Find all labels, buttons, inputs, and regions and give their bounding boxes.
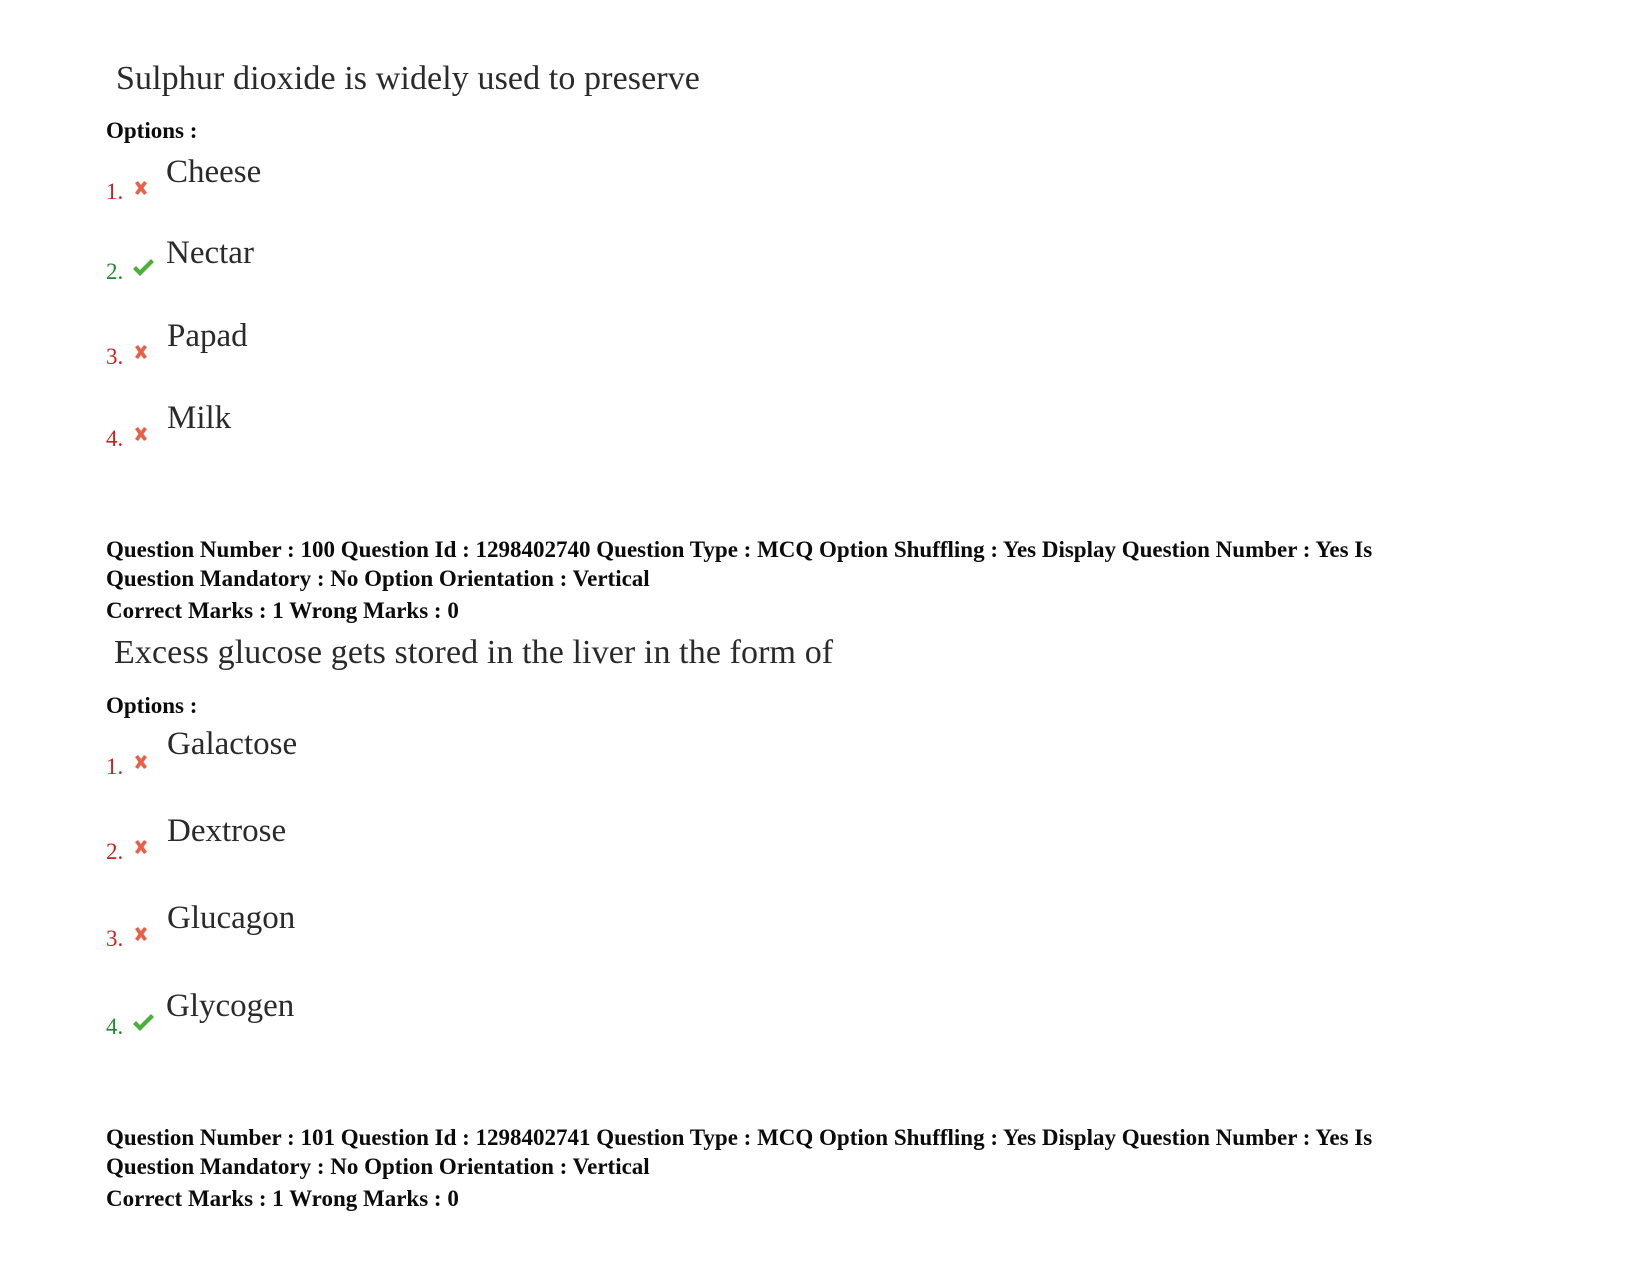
option-number: 2. bbox=[106, 839, 124, 864]
marks-line: Correct Marks : 1 Wrong Marks : 0 bbox=[106, 1186, 459, 1211]
options-label: Options : bbox=[106, 118, 198, 143]
question-meta-line: Question Mandatory : No Option Orientation : Vertical bbox=[106, 566, 650, 591]
cross-icon bbox=[131, 342, 151, 362]
marks-line: Correct Marks : 1 Wrong Marks : 0 bbox=[106, 598, 459, 623]
cross-icon bbox=[131, 424, 151, 444]
option-number: 4. bbox=[106, 426, 124, 451]
option-text: Glucagon bbox=[167, 900, 296, 936]
cross-icon bbox=[131, 178, 151, 198]
option-number: 4. bbox=[106, 1014, 124, 1039]
option-number: 1. bbox=[106, 754, 124, 779]
question-meta bbox=[106, 535, 1526, 593]
check-icon bbox=[131, 257, 155, 279]
question-meta-line: Question Number : 100 Question Id : 1298402740 Question Type : MCQ Option Shuffling : Yes Display Question Number : Yes Is bbox=[106, 537, 1373, 562]
cross-icon bbox=[131, 837, 151, 857]
option-text: Milk bbox=[167, 400, 232, 436]
option-text: Glycogen bbox=[166, 988, 295, 1024]
option-number: 3. bbox=[106, 344, 124, 369]
option-text: Nectar bbox=[166, 235, 254, 271]
check-icon bbox=[131, 1012, 155, 1034]
option-text: Papad bbox=[167, 318, 248, 354]
option-text: Galactose bbox=[167, 726, 298, 762]
option-number: 2. bbox=[106, 259, 124, 284]
question-meta-line: Question Number : 101 Question Id : 1298402741 Question Type : MCQ Option Shuffling : Yes Display Question Number : Yes Is bbox=[106, 1125, 1373, 1150]
cross-icon bbox=[131, 752, 151, 772]
question-text: Sulphur dioxide is widely used to preserve bbox=[116, 60, 700, 97]
option-text: Cheese bbox=[166, 154, 262, 190]
option-number: 1. bbox=[106, 179, 124, 204]
question-meta-line: Question Mandatory : No Option Orientation : Vertical bbox=[106, 1154, 650, 1179]
question-text: Excess glucose gets stored in the liver in the form of bbox=[114, 634, 834, 671]
question-meta bbox=[106, 1123, 1526, 1181]
cross-icon bbox=[131, 924, 151, 944]
option-number: 3. bbox=[106, 926, 124, 951]
options-label: Options : bbox=[106, 693, 198, 718]
option-text: Dextrose bbox=[167, 813, 287, 849]
